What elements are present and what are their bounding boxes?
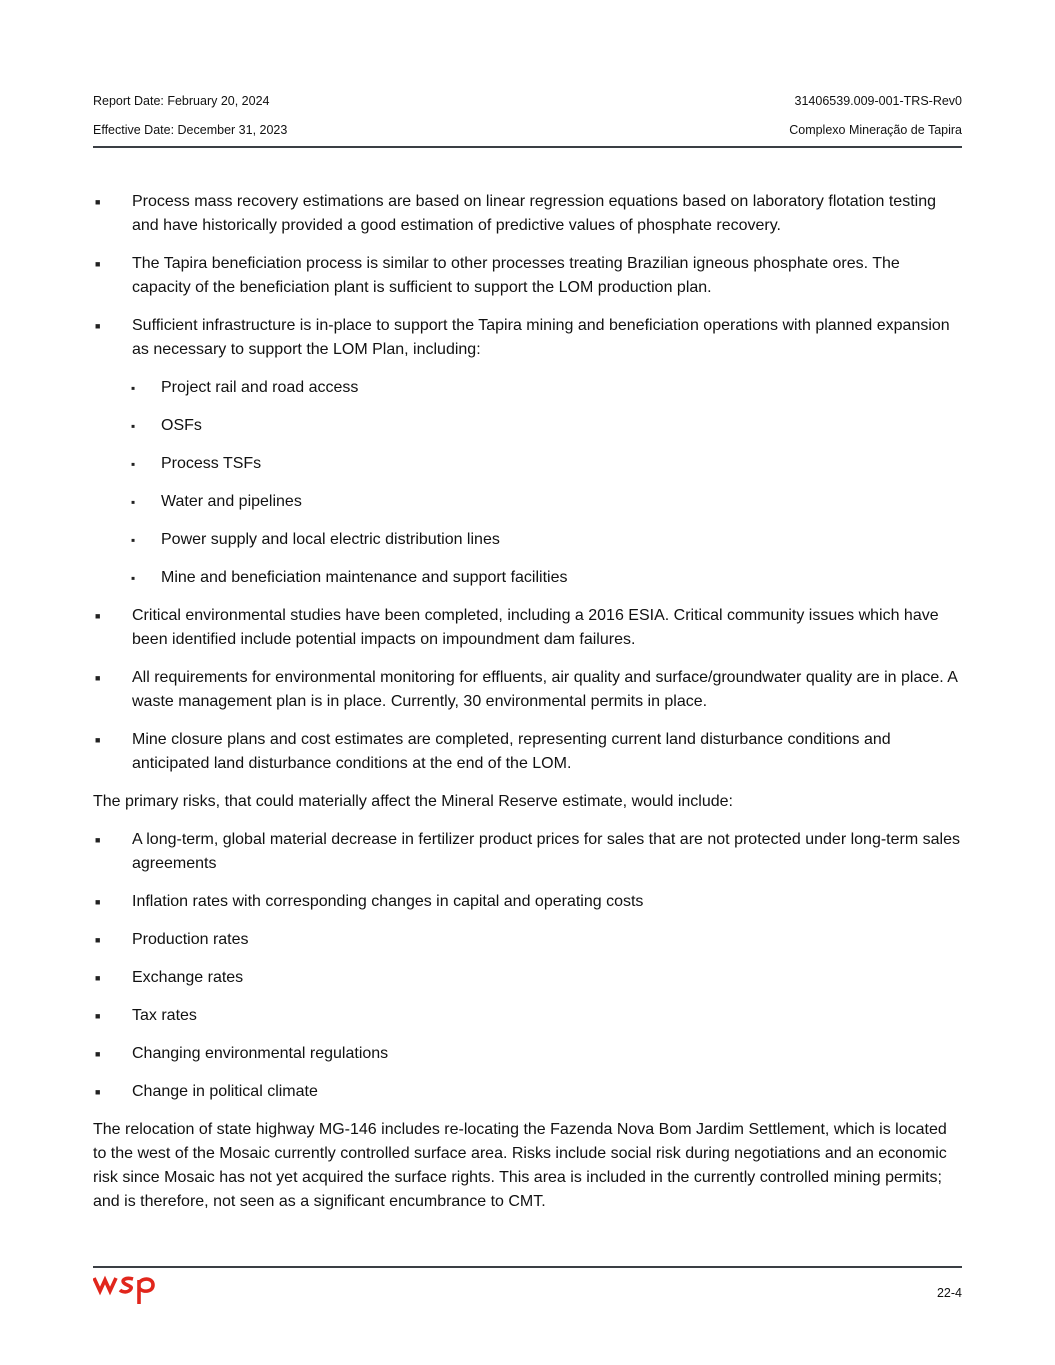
footer-divider xyxy=(93,1266,962,1268)
bullet-item: ■ Process mass recovery estimations are based on linear regression equations based on laboratory flotation testing and have historically provided a good estimation of predictive values of phosphate recovery. xyxy=(93,190,962,238)
sub-bullet-item: ▪ Water and pipelines xyxy=(93,490,962,514)
risk-item: ■ Tax rates xyxy=(93,1004,962,1028)
effective-date: Effective Date: December 31, 2023 xyxy=(93,123,288,137)
page-number: 22-4 xyxy=(936,1286,962,1300)
bullet-item: ■ Mine closure plans and cost estimates are completed, representing current land disturbance conditions and anticipated land disturbance conditions at the end of the LOM. xyxy=(93,728,962,776)
risk-item: ■ Changing environmental regulations xyxy=(93,1042,962,1066)
risk-item: ■ Production rates xyxy=(93,928,962,952)
bullet-item: ■ All requirements for environmental monitoring for effluents, air quality and surface/groundwater quality are in place. A waste management plan is in place. Currently, 30 environmental permits in place. xyxy=(93,666,962,714)
sub-bullet-item: ▪ Process TSFs xyxy=(93,452,962,476)
bullet-item: ■ Sufficient infrastructure is in-place to support the Tapira mining and beneficiation operations with planned expansion as necessary to support the LOM Plan, including: xyxy=(93,314,962,362)
wsp-logo xyxy=(93,1271,157,1309)
risk-item: ■ Change in political climate xyxy=(93,1080,962,1104)
sub-bullet-item: ▪ Mine and beneficiation maintenance and support facilities xyxy=(93,566,962,590)
sub-bullet-item: ▪ Project rail and road access xyxy=(93,376,962,400)
header-divider xyxy=(93,146,962,148)
risks-intro-paragraph: The primary risks, that could materially affect the Mineral Reserve estimate, would include: xyxy=(93,793,733,810)
sub-bullet-item: ▪ OSFs xyxy=(93,414,962,438)
bullet-item: ■ The Tapira beneficiation process is similar to other processes treating Brazilian igneous phosphate ores. The capacity of the beneficiation plant is sufficient to support the LOM production plan. xyxy=(93,252,962,300)
report-date: Report Date: February 20, 2024 xyxy=(93,94,270,108)
document-number: 31406539.009-001-TRS-Rev0 xyxy=(794,94,962,108)
sub-bullet-item: ▪ Power supply and local electric distribution lines xyxy=(93,528,962,552)
risk-item: ■ Inflation rates with corresponding changes in capital and operating costs xyxy=(93,890,962,914)
closing-paragraph: The relocation of state highway MG-146 includes re-locating the Fazenda Nova Bom Jardim Settlement, which is located to the west of the Mosaic currently controlled surface area. Risks include social risk during negotiations and an economic risk since Mosaic has not yet acquired the surface rights. This area is included in the currently controlled mining permits; and is therefore, not seen as a significant encumbrance to CMT. xyxy=(93,1121,947,1210)
risk-item: ■ A long-term, global material decrease in fertilizer product prices for sales that are not protected under long-term sales agreements xyxy=(93,828,962,876)
project-name: Complexo Mineração de Tapira xyxy=(789,123,962,137)
page-content xyxy=(93,190,962,1228)
wsp-logo-graphic xyxy=(93,1271,157,1309)
risk-item: ■ Exchange rates xyxy=(93,966,962,990)
bullet-item: ■ Critical environmental studies have been completed, including a 2016 ESIA. Critical community issues which have been identified include potential impacts on impoundment dam failures. xyxy=(93,604,962,652)
